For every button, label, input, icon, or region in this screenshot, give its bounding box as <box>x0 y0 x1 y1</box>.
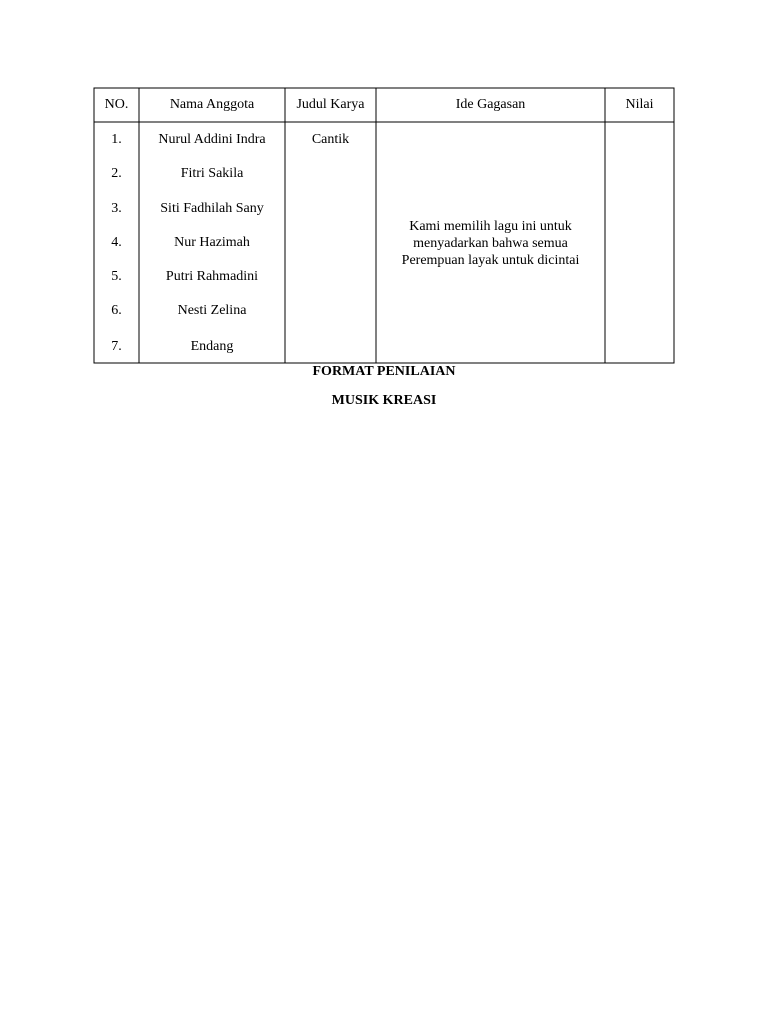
row-no-1: 1. <box>111 132 122 147</box>
row-no-5: 5. <box>111 269 122 284</box>
row-no-4: 4. <box>111 235 122 250</box>
title-format-penilaian: FORMAT PENILAIAN <box>312 364 456 379</box>
idea-text <box>376 218 605 269</box>
work-title: Cantik <box>311 132 350 147</box>
title-musik-kreasi: MUSIK KREASI <box>331 393 437 408</box>
idea-line-3: Perempuan layak untuk dicintai <box>401 253 580 268</box>
header-nilai: Nilai <box>625 97 654 112</box>
member-name-2: Fitri Sakila <box>180 166 244 181</box>
member-name-3: Siti Fadhilah Sany <box>160 201 264 216</box>
member-name-1: Nurul Addini Indra <box>158 132 266 147</box>
row-no-2: 2. <box>111 166 122 181</box>
member-name-4: Nur Hazimah <box>174 235 250 250</box>
idea-line-1: Kami memilih lagu ini untuk <box>409 219 572 234</box>
row-no-6: 6. <box>111 303 122 318</box>
header-ide-gagasan: Ide Gagasan <box>455 97 526 112</box>
row-no-7: 7. <box>111 339 122 354</box>
header-judul-karya: Judul Karya <box>296 97 365 112</box>
member-name-5: Putri Rahmadini <box>165 269 259 284</box>
member-name-6: Nesti Zelina <box>177 303 247 318</box>
idea-line-2: menyadarkan bahwa semua <box>413 236 568 251</box>
header-nama-anggota: Nama Anggota <box>169 97 255 112</box>
header-no: NO. <box>104 97 129 112</box>
row-no-3: 3. <box>111 201 122 216</box>
member-name-7: Endang <box>190 339 234 354</box>
